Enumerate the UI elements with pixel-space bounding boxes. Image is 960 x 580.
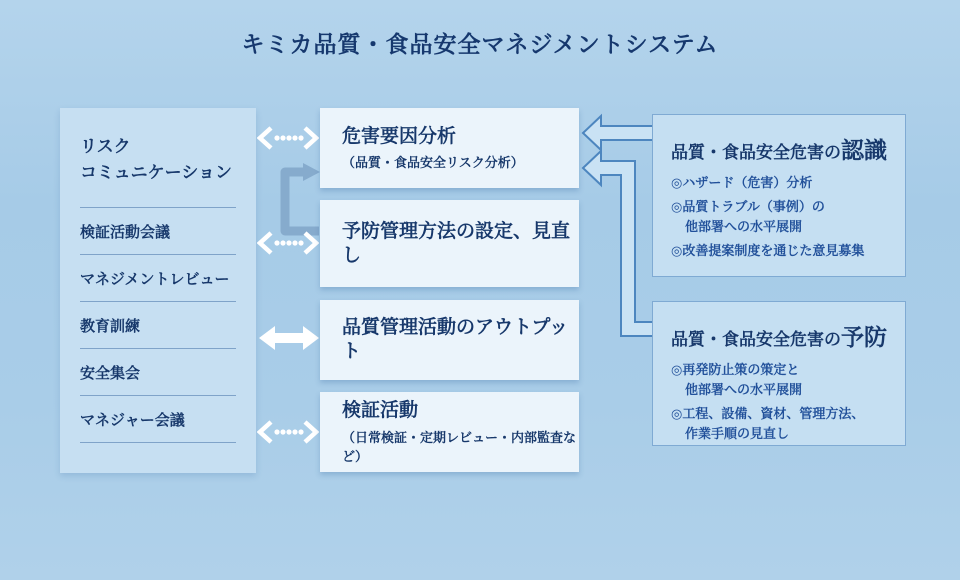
prevention-to-analysis-arrow-icon — [583, 151, 654, 336]
dotted-double-arrow-icon — [257, 419, 319, 445]
right-box-title — [671, 319, 889, 352]
panel-title-line2: コミュニケーション — [80, 163, 232, 183]
flow-box-title: 検証活動 — [342, 400, 419, 422]
dotted-double-arrow-icon — [257, 125, 319, 151]
sidebar-item-safety-assembly: 安全集会 — [80, 349, 236, 396]
panel-title-line1: リスク — [80, 137, 131, 156]
flow-box-title: 品質管理活動のアウトプット — [342, 317, 569, 362]
flow-box-verification-activity — [320, 392, 579, 472]
right-box-title-prefix: 品質・食品安全危害の — [671, 143, 841, 162]
page-title: キミカ品質・食品安全マネジメントシステム — [241, 31, 719, 57]
list-item-continuation: 他部署への水平展開 — [685, 381, 803, 397]
sidebar-item-verification-meeting: 検証活動会議 — [80, 208, 236, 255]
list-item: ◎改善提案制度を通じた意見募集 — [671, 242, 865, 258]
list-item-continuation: 作業手順の見直し — [685, 425, 790, 441]
flow-box-subtitle: （品質・食品安全リスク分析） — [342, 155, 524, 171]
sidebar-item-education-training: 教育訓練 — [80, 302, 236, 349]
right-box-title-emphasis: 予防 — [841, 324, 887, 350]
list-item-continuation: 他部署への水平展開 — [685, 218, 803, 234]
right-box-title — [671, 132, 889, 165]
right-box-title-prefix: 品質・食品安全危害の — [671, 330, 841, 349]
flow-box-preventive-management — [320, 200, 579, 287]
flow-box-quality-output — [320, 300, 579, 380]
flow-box-hazard-analysis — [320, 108, 579, 188]
right-box-title-emphasis: 認識 — [841, 137, 887, 163]
hazard-recognition-box — [652, 114, 906, 277]
dotted-double-arrow-icon — [257, 230, 319, 256]
hazard-prevention-box — [652, 301, 906, 446]
panel-title — [80, 134, 236, 208]
risk-communication-panel — [60, 108, 256, 473]
list-item: ◎品質トラブル（事例）の — [671, 198, 825, 214]
flow-box-title: 予防管理方法の設定、見直し — [342, 220, 571, 266]
list-item: ◎工程、設備、資材、管理方法、 — [671, 405, 865, 421]
recognition-to-analysis-arrow-icon — [583, 116, 654, 150]
sidebar-item-manager-meeting: マネジャー会議 — [80, 396, 236, 443]
list-item: ◎再発防止策の策定と — [671, 362, 800, 377]
flow-box-subtitle: （日常検証・定期レビュー・内部監査など） — [342, 429, 577, 464]
right-connector-arrows — [578, 110, 656, 342]
sidebar-item-management-review: マネジメントレビュー — [80, 255, 236, 302]
solid-double-arrow-icon — [257, 324, 321, 352]
list-item: ◎ハザード（危害）分析 — [671, 175, 813, 190]
flow-box-title: 危害要因分析 — [342, 125, 457, 147]
